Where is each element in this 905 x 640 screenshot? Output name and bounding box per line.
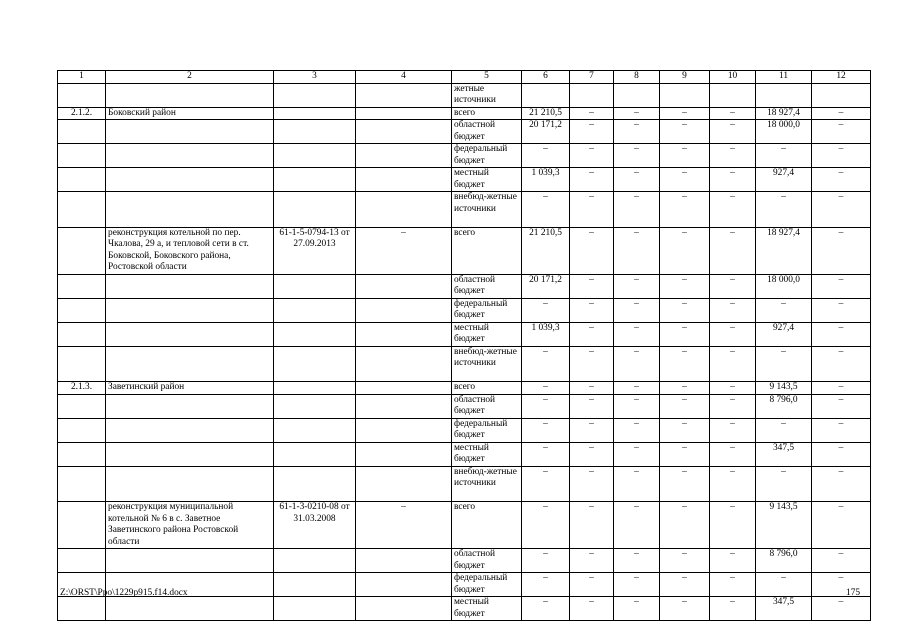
row-number	[58, 418, 106, 442]
value-cell: –	[614, 573, 660, 597]
funding-source: местный бюджет	[452, 597, 522, 621]
column-header: 12	[812, 71, 871, 84]
value-cell: –	[660, 227, 710, 274]
value-cell: –	[570, 573, 614, 597]
value-cell: –	[570, 144, 614, 168]
value-cell: –	[570, 597, 614, 621]
column-header: 7	[570, 71, 614, 84]
row-name: реконструкция котельной по пер. Чкалова, 29 а, и тепловой сети в ст. Боковской, Боковского района, Ростовской области	[106, 227, 274, 274]
row-name: Боковский район	[106, 107, 274, 120]
value-cell: –	[812, 120, 871, 144]
project-doc	[274, 442, 356, 466]
value-cell: –	[570, 466, 614, 502]
expertise	[356, 466, 452, 502]
table-row	[58, 597, 871, 621]
value-cell: –	[614, 466, 660, 502]
column-header: 4	[356, 71, 452, 84]
funding-source: федеральный бюджет	[452, 298, 522, 322]
value-cell: –	[710, 418, 756, 442]
value-cell: –	[660, 549, 710, 573]
row-name	[106, 144, 274, 168]
value-cell: –	[522, 346, 570, 382]
row-name	[106, 346, 274, 382]
column-header: 8	[614, 71, 660, 84]
value-cell: 927,4	[756, 322, 812, 346]
value-cell: 21 210,5	[522, 227, 570, 274]
value-cell: –	[660, 418, 710, 442]
value-cell: –	[660, 382, 710, 395]
value-cell: –	[756, 418, 812, 442]
value-cell: –	[710, 322, 756, 346]
value-cell: –	[812, 597, 871, 621]
value-cell: –	[614, 227, 660, 274]
value-cell: 8 796,0	[756, 394, 812, 418]
value-cell: –	[660, 120, 710, 144]
table-row	[58, 549, 871, 573]
row-number	[58, 346, 106, 382]
value-cell: –	[660, 274, 710, 298]
value-cell: 20 171,2	[522, 120, 570, 144]
project-doc	[274, 597, 356, 621]
value-cell: –	[570, 418, 614, 442]
value-cell: –	[812, 394, 871, 418]
expertise	[356, 549, 452, 573]
expertise	[356, 346, 452, 382]
value-cell: 18 000,0	[756, 120, 812, 144]
value-cell: –	[522, 418, 570, 442]
column-header: 3	[274, 71, 356, 84]
value-cell: 1 039,3	[522, 322, 570, 346]
row-name	[106, 192, 274, 228]
value-cell: 347,5	[756, 597, 812, 621]
value-cell: –	[710, 120, 756, 144]
funding-source: областной бюджет	[452, 120, 522, 144]
project-doc	[274, 274, 356, 298]
row-number	[58, 192, 106, 228]
expertise	[356, 418, 452, 442]
value-cell: –	[522, 466, 570, 502]
funding-source: федеральный бюджет	[452, 418, 522, 442]
value-cell: –	[522, 549, 570, 573]
value-cell: –	[570, 120, 614, 144]
expertise	[356, 168, 452, 192]
value-cell: 21 210,5	[522, 107, 570, 120]
row-number	[58, 597, 106, 621]
value-cell	[812, 83, 871, 107]
value-cell: –	[614, 322, 660, 346]
table-row	[58, 107, 871, 120]
value-cell: 347,5	[756, 442, 812, 466]
value-cell: –	[522, 502, 570, 549]
value-cell: –	[812, 466, 871, 502]
expertise	[356, 573, 452, 597]
value-cell	[522, 83, 570, 107]
row-name	[106, 466, 274, 502]
table-row	[58, 83, 871, 107]
funding-source: всего	[452, 502, 522, 549]
project-doc	[274, 120, 356, 144]
project-doc	[274, 418, 356, 442]
value-cell: –	[614, 107, 660, 120]
table-row	[58, 322, 871, 346]
table-row	[58, 144, 871, 168]
value-cell: –	[710, 192, 756, 228]
table-row	[58, 120, 871, 144]
funding-source: всего	[452, 227, 522, 274]
value-cell: –	[570, 394, 614, 418]
expertise: –	[356, 502, 452, 549]
value-cell: –	[614, 192, 660, 228]
row-name	[106, 418, 274, 442]
row-number	[58, 168, 106, 192]
value-cell: –	[570, 274, 614, 298]
row-number	[58, 120, 106, 144]
column-header: 2	[106, 71, 274, 84]
value-cell: –	[812, 442, 871, 466]
expertise	[356, 274, 452, 298]
value-cell: –	[812, 502, 871, 549]
expertise	[356, 597, 452, 621]
row-number	[58, 466, 106, 502]
row-name	[106, 597, 274, 621]
table-row	[58, 227, 871, 274]
value-cell: –	[660, 394, 710, 418]
row-name	[106, 549, 274, 573]
value-cell: –	[812, 346, 871, 382]
table-row	[58, 274, 871, 298]
value-cell: –	[614, 549, 660, 573]
funding-source: областной бюджет	[452, 274, 522, 298]
row-number	[58, 274, 106, 298]
row-name	[106, 394, 274, 418]
expertise	[356, 83, 452, 107]
value-cell	[660, 83, 710, 107]
expertise	[356, 394, 452, 418]
row-number	[58, 83, 106, 107]
value-cell: –	[522, 442, 570, 466]
table-row	[58, 168, 871, 192]
value-cell: –	[812, 573, 871, 597]
column-header: 9	[660, 71, 710, 84]
project-doc	[274, 168, 356, 192]
value-cell: –	[570, 346, 614, 382]
value-cell: 9 143,5	[756, 502, 812, 549]
value-cell: –	[570, 227, 614, 274]
value-cell: –	[756, 298, 812, 322]
page-number: 175	[846, 588, 861, 598]
funding-source: внебюд-жетные источники	[452, 466, 522, 502]
table-row	[58, 192, 871, 228]
value-cell: –	[710, 298, 756, 322]
value-cell: –	[660, 466, 710, 502]
table-row	[58, 346, 871, 382]
row-name	[106, 298, 274, 322]
value-cell: –	[710, 144, 756, 168]
value-cell: –	[570, 298, 614, 322]
value-cell: –	[660, 322, 710, 346]
value-cell: –	[522, 192, 570, 228]
expertise: –	[356, 227, 452, 274]
funding-source: местный бюджет	[452, 322, 522, 346]
value-cell: –	[660, 597, 710, 621]
value-cell: –	[710, 274, 756, 298]
value-cell: –	[812, 274, 871, 298]
value-cell: 18 927,4	[756, 107, 812, 120]
funding-source: всего	[452, 107, 522, 120]
funding-source: местный бюджет	[452, 168, 522, 192]
project-doc	[274, 192, 356, 228]
expertise	[356, 192, 452, 228]
table-row	[58, 394, 871, 418]
value-cell: –	[756, 466, 812, 502]
project-doc	[274, 466, 356, 502]
value-cell: –	[660, 442, 710, 466]
project-doc	[274, 83, 356, 107]
value-cell: –	[660, 502, 710, 549]
table-row	[58, 418, 871, 442]
value-cell: –	[614, 418, 660, 442]
value-cell: –	[614, 120, 660, 144]
value-cell: –	[614, 168, 660, 192]
value-cell: –	[710, 573, 756, 597]
row-number: 2.1.3.	[58, 382, 106, 395]
expertise	[356, 298, 452, 322]
value-cell: 18 000,0	[756, 274, 812, 298]
value-cell: –	[710, 549, 756, 573]
column-header: 11	[756, 71, 812, 84]
row-name	[106, 120, 274, 144]
value-cell: –	[710, 502, 756, 549]
value-cell: 927,4	[756, 168, 812, 192]
value-cell: –	[522, 394, 570, 418]
row-name: реконструкция муниципальной котельной № 6 в с. Заветное Заветинского района Ростовской области	[106, 502, 274, 549]
column-header: 1	[58, 71, 106, 84]
value-cell	[756, 83, 812, 107]
table-row	[58, 502, 871, 549]
value-cell: –	[812, 107, 871, 120]
value-cell: –	[570, 322, 614, 346]
value-cell: –	[522, 144, 570, 168]
project-doc	[274, 298, 356, 322]
row-number	[58, 227, 106, 274]
value-cell: –	[812, 144, 871, 168]
row-number	[58, 394, 106, 418]
project-doc	[274, 322, 356, 346]
value-cell: –	[570, 107, 614, 120]
value-cell: –	[660, 346, 710, 382]
project-doc	[274, 573, 356, 597]
value-cell: –	[812, 382, 871, 395]
project-doc	[274, 346, 356, 382]
value-cell: –	[710, 394, 756, 418]
funding-source: внебюд-жетные источники	[452, 346, 522, 382]
funding-source: всего	[452, 382, 522, 395]
row-number: 2.1.2.	[58, 107, 106, 120]
value-cell: 18 927,4	[756, 227, 812, 274]
value-cell: –	[756, 192, 812, 228]
value-cell: –	[812, 298, 871, 322]
value-cell: 8 796,0	[756, 549, 812, 573]
row-number	[58, 322, 106, 346]
value-cell: 1 039,3	[522, 168, 570, 192]
file-path: Z:\ORST\Ppo\1229p915.f14.docx	[60, 588, 188, 598]
value-cell: –	[570, 168, 614, 192]
project-doc: 61-1-5-0794-13 от 27.09.2013	[274, 227, 356, 274]
value-cell: –	[660, 144, 710, 168]
project-doc	[274, 549, 356, 573]
value-cell: –	[812, 322, 871, 346]
table-body	[58, 83, 871, 621]
value-cell: –	[710, 107, 756, 120]
value-cell: –	[710, 346, 756, 382]
project-doc: 61-1-3-0210-08 от 31.03.2008	[274, 502, 356, 549]
value-cell	[614, 83, 660, 107]
funding-source: областной бюджет	[452, 394, 522, 418]
value-cell: –	[522, 382, 570, 395]
value-cell: –	[614, 144, 660, 168]
funding-source: жетные источники	[452, 83, 522, 107]
expertise	[356, 382, 452, 395]
value-cell: –	[756, 144, 812, 168]
value-cell: –	[710, 168, 756, 192]
value-cell: –	[522, 298, 570, 322]
row-name	[106, 83, 274, 107]
expertise	[356, 120, 452, 144]
value-cell: –	[522, 573, 570, 597]
funding-source: местный бюджет	[452, 442, 522, 466]
value-cell	[710, 83, 756, 107]
row-name: Заветинский район	[106, 382, 274, 395]
project-doc	[274, 382, 356, 395]
table-row	[58, 442, 871, 466]
value-cell: –	[710, 597, 756, 621]
value-cell: –	[570, 192, 614, 228]
row-name	[106, 322, 274, 346]
funding-source: федеральный бюджет	[452, 573, 522, 597]
row-number	[58, 549, 106, 573]
value-cell: 20 171,2	[522, 274, 570, 298]
value-cell: –	[660, 298, 710, 322]
budget-table	[57, 70, 871, 621]
value-cell: –	[812, 192, 871, 228]
value-cell: –	[614, 394, 660, 418]
value-cell: –	[570, 442, 614, 466]
header-row	[58, 71, 871, 84]
value-cell: –	[812, 418, 871, 442]
row-number	[58, 298, 106, 322]
project-doc	[274, 107, 356, 120]
row-name	[106, 442, 274, 466]
column-header: 6	[522, 71, 570, 84]
column-header: 10	[710, 71, 756, 84]
value-cell: –	[614, 597, 660, 621]
value-cell: –	[812, 168, 871, 192]
value-cell: –	[570, 549, 614, 573]
value-cell: –	[812, 549, 871, 573]
value-cell: 9 143,5	[756, 382, 812, 395]
project-doc	[274, 144, 356, 168]
table-row	[58, 382, 871, 395]
value-cell: –	[660, 107, 710, 120]
funding-source: областной бюджет	[452, 549, 522, 573]
value-cell: –	[614, 502, 660, 549]
value-cell: –	[570, 382, 614, 395]
expertise	[356, 442, 452, 466]
value-cell: –	[660, 573, 710, 597]
row-number	[58, 144, 106, 168]
value-cell: –	[710, 442, 756, 466]
value-cell: –	[614, 346, 660, 382]
row-name	[106, 274, 274, 298]
value-cell	[570, 83, 614, 107]
column-header: 5	[452, 71, 522, 84]
row-number	[58, 502, 106, 549]
expertise	[356, 322, 452, 346]
value-cell: –	[570, 502, 614, 549]
table-row	[58, 298, 871, 322]
value-cell: –	[614, 382, 660, 395]
expertise	[356, 144, 452, 168]
value-cell: –	[756, 573, 812, 597]
expertise	[356, 107, 452, 120]
funding-source: федеральный бюджет	[452, 144, 522, 168]
table-row	[58, 466, 871, 502]
value-cell: –	[710, 382, 756, 395]
project-doc	[274, 394, 356, 418]
value-cell: –	[614, 274, 660, 298]
value-cell: –	[660, 168, 710, 192]
value-cell: –	[660, 192, 710, 228]
value-cell: –	[614, 298, 660, 322]
value-cell: –	[710, 227, 756, 274]
funding-source: внебюд-жетные источники	[452, 192, 522, 228]
value-cell: –	[522, 597, 570, 621]
row-name	[106, 168, 274, 192]
value-cell: –	[614, 442, 660, 466]
value-cell: –	[756, 346, 812, 382]
value-cell: –	[812, 227, 871, 274]
row-number	[58, 442, 106, 466]
value-cell: –	[710, 466, 756, 502]
